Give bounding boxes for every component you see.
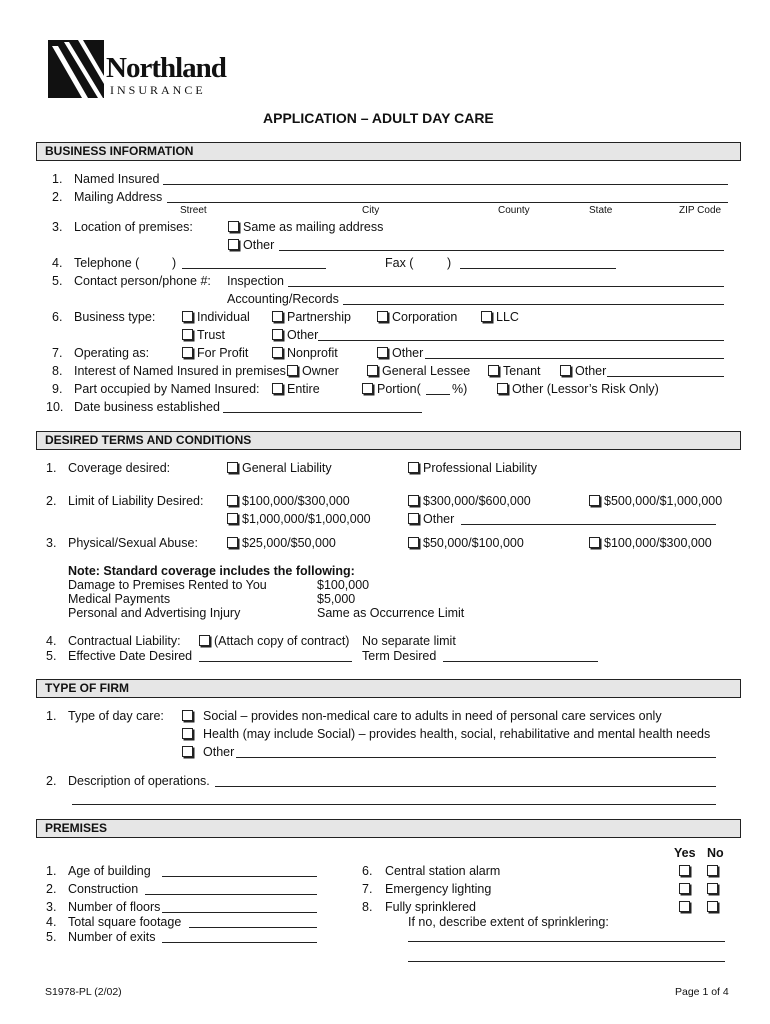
for-profit-option[interactable]: For Profit — [182, 346, 248, 361]
checkbox-icon[interactable] — [589, 495, 600, 506]
sprinklered-label: Fully sprinklered — [385, 900, 477, 914]
checkbox-icon[interactable] — [377, 347, 388, 358]
nonprofit-option[interactable]: Nonprofit — [272, 346, 338, 361]
checkbox-icon[interactable] — [182, 329, 193, 340]
county-sublabel: County — [498, 205, 530, 216]
term-desired-field[interactable] — [443, 661, 598, 662]
age-label: Age of building — [68, 864, 151, 878]
business-type-label: Business type: — [74, 310, 156, 324]
checkbox-icon[interactable] — [707, 901, 718, 912]
checkbox-icon[interactable] — [182, 311, 193, 322]
firm-other-field[interactable] — [236, 757, 716, 758]
page-number: Page 1 of 4 — [675, 986, 729, 998]
interest-label: Interest of Named Insured in premises: — [74, 364, 290, 378]
same-as-mailing-option[interactable]: Same as mailing address — [228, 220, 383, 235]
telephone-close: ) — [172, 256, 177, 270]
corporation-option[interactable]: Corporation — [377, 310, 457, 325]
abuse-label: Physical/Sexual Abuse: — [68, 536, 198, 550]
description-field-2[interactable] — [72, 804, 716, 805]
item-number: 3. — [52, 220, 63, 234]
individual-option[interactable]: Individual — [182, 310, 250, 325]
state-sublabel: State — [589, 205, 613, 216]
checkbox-icon[interactable] — [227, 537, 238, 548]
coverage-desc-2: Medical Payments — [68, 592, 171, 606]
trust-option[interactable]: Trust — [182, 328, 225, 343]
owner-option[interactable]: Owner — [287, 364, 339, 379]
checkbox-icon[interactable] — [377, 311, 388, 322]
checkbox-icon[interactable] — [408, 513, 419, 524]
item-number: 5. — [46, 649, 57, 663]
partnership-option[interactable]: Partnership — [272, 310, 351, 325]
checkbox-icon[interactable] — [182, 710, 193, 721]
checkbox-icon[interactable] — [272, 347, 283, 358]
lessors-risk-option[interactable]: Other (Lessor’s Risk Only) — [497, 382, 659, 397]
day-care-type-label: Type of day care: — [68, 709, 164, 723]
mailing-address-field[interactable] — [167, 202, 728, 203]
sprinklered-no-checkbox[interactable] — [707, 900, 722, 915]
portion-percent-field[interactable] — [426, 394, 450, 395]
date-established-label: Date business established — [74, 400, 220, 414]
page-title: APPLICATION – ADULT DAY CARE — [263, 110, 494, 126]
lighting-label: Emergency lighting — [385, 882, 492, 896]
item-number: 6. — [52, 310, 63, 324]
operating-as-label: Operating as: — [74, 346, 150, 360]
no-header: No — [707, 846, 724, 860]
effective-date-field[interactable] — [199, 661, 352, 662]
telephone-label: Telephone ( — [74, 256, 140, 270]
portion-option[interactable]: Portion( — [362, 382, 421, 397]
item-number: 3. — [46, 536, 57, 550]
named-insured-label: Named Insured — [74, 172, 160, 186]
abuse-option-3[interactable]: $100,000/$300,000 — [589, 536, 712, 551]
entire-option[interactable]: Entire — [272, 382, 320, 397]
section-type-of-firm: TYPE OF FIRM — [36, 679, 741, 698]
item-number: 5. — [46, 930, 57, 944]
item-number: 9. — [52, 382, 63, 396]
logo — [48, 40, 226, 106]
lighting-yes-checkbox[interactable] — [679, 882, 694, 897]
alarm-label: Central station alarm — [385, 864, 501, 878]
item-number: 5. — [52, 274, 63, 288]
footage-field[interactable] — [189, 927, 317, 928]
checkbox-icon[interactable] — [367, 365, 378, 376]
limit-option-2[interactable]: $300,000/$600,000 — [408, 494, 531, 509]
part-occupied-label: Part occupied by Named Insured: — [74, 382, 260, 396]
checkbox-icon[interactable] — [272, 311, 283, 322]
item-number: 3. — [46, 900, 57, 914]
inspection-field[interactable] — [288, 286, 724, 287]
checkbox-icon[interactable] — [679, 865, 690, 876]
named-insured-field[interactable] — [163, 184, 728, 185]
location-other-option[interactable]: Other — [228, 238, 274, 253]
lighting-no-checkbox[interactable] — [707, 882, 722, 897]
item-number: 7. — [362, 882, 373, 896]
item-number: 1. — [46, 709, 57, 723]
footage-label: Total square footage — [68, 915, 182, 929]
interest-other-option[interactable]: Other — [560, 364, 606, 379]
sprinkler-extent-label: If no, describe extent of sprinklering: — [408, 915, 609, 929]
coverage-desc-3: Personal and Advertising Injury — [68, 606, 241, 620]
exits-field[interactable] — [162, 942, 317, 943]
general-lessee-option[interactable]: General Lessee — [367, 364, 470, 379]
attach-contract-option[interactable]: (Attach copy of contract) — [199, 634, 349, 649]
checkbox-icon[interactable] — [199, 635, 210, 646]
coverage-desc-1: Damage to Premises Rented to You — [68, 578, 267, 592]
item-number: 4. — [46, 634, 57, 648]
item-number: 4. — [46, 915, 57, 929]
fax-label: Fax ( — [385, 256, 414, 270]
tenant-option[interactable]: Tenant — [488, 364, 541, 379]
item-number: 8. — [52, 364, 63, 378]
checkbox-icon[interactable] — [560, 365, 571, 376]
sprinkler-extent-field[interactable] — [408, 941, 725, 942]
item-number: 6. — [362, 864, 373, 878]
contractual-label: Contractual Liability: — [68, 634, 181, 648]
exits-label: Number of exits — [68, 930, 156, 944]
checkbox-icon[interactable] — [488, 365, 499, 376]
item-number: 2. — [46, 494, 57, 508]
northland-logo-icon — [48, 40, 104, 98]
coverage-note: Note: Standard coverage includes the following: — [68, 564, 355, 578]
checkbox-icon[interactable] — [707, 865, 718, 876]
construction-field[interactable] — [145, 894, 317, 895]
alarm-yes-checkbox[interactable] — [679, 864, 694, 879]
checkbox-icon[interactable] — [227, 495, 238, 506]
limit-option-3[interactable]: $500,000/$1,000,000 — [589, 494, 722, 509]
checkbox-icon[interactable] — [679, 883, 690, 894]
portion-close: %) — [452, 382, 468, 396]
mailing-address-label: Mailing Address — [74, 190, 163, 204]
coverage-value-2: $5,000 — [317, 592, 356, 606]
item-number: 2. — [46, 882, 57, 896]
age-field[interactable] — [162, 876, 317, 877]
logo-sub: INSURANCE — [110, 83, 206, 97]
description-field[interactable] — [215, 786, 716, 787]
interest-other-field[interactable] — [607, 376, 724, 377]
health-option[interactable]: Health (may include Social) – provides health, social, rehabilitative and mental health needs — [182, 727, 710, 742]
term-desired-label: Term Desired — [362, 649, 437, 663]
coverage-label: Coverage desired: — [68, 461, 171, 475]
sprinkler-extent-field-2[interactable] — [408, 961, 725, 962]
checkbox-icon[interactable] — [228, 221, 239, 232]
checkbox-icon[interactable] — [182, 347, 193, 358]
fax-field[interactable] — [460, 268, 616, 269]
street-sublabel: Street — [180, 205, 207, 216]
item-number: 4. — [52, 256, 63, 270]
checkbox-icon[interactable] — [227, 513, 238, 524]
construction-label: Construction — [68, 882, 139, 896]
item-number: 10. — [46, 400, 64, 414]
contact-label: Contact person/phone #: — [74, 274, 211, 288]
description-label: Description of operations. — [68, 774, 210, 788]
telephone-field[interactable] — [182, 268, 326, 269]
checkbox-icon[interactable] — [707, 883, 718, 894]
checkbox-icon[interactable] — [182, 728, 193, 739]
checkbox-icon[interactable] — [272, 329, 283, 340]
checkbox-icon[interactable] — [362, 383, 373, 394]
effective-date-label: Effective Date Desired — [68, 649, 193, 663]
abuse-option-2[interactable]: $50,000/$100,000 — [408, 536, 524, 551]
limit-label: Limit of Liability Desired: — [68, 494, 204, 508]
date-established-field[interactable] — [223, 412, 422, 413]
checkbox-icon[interactable] — [589, 537, 600, 548]
item-number: 8. — [362, 900, 373, 914]
section-premises: PREMISES — [36, 819, 741, 838]
llc-option[interactable]: LLC — [481, 310, 519, 325]
item-number: 1. — [46, 864, 57, 878]
checkbox-icon[interactable] — [497, 383, 508, 394]
checkbox-icon[interactable] — [272, 383, 283, 394]
location-other-field[interactable] — [279, 250, 724, 251]
firm-other-option[interactable]: Other — [182, 745, 234, 760]
zip-sublabel: ZIP Code — [679, 205, 722, 216]
floors-field[interactable] — [162, 912, 317, 913]
no-separate-limit: No separate limit — [362, 634, 456, 648]
business-type-other-option[interactable]: Other — [272, 328, 318, 343]
section-desired-terms: DESIRED TERMS AND CONDITIONS — [36, 431, 741, 450]
item-number: 2. — [46, 774, 57, 788]
section-business-information: BUSINESS INFORMATION — [36, 142, 741, 161]
item-number: 1. — [52, 172, 63, 186]
accounting-label: Accounting/Records — [227, 292, 339, 306]
abuse-option-1[interactable]: $25,000/$50,000 — [227, 536, 336, 551]
sprinklered-yes-checkbox[interactable] — [679, 900, 694, 915]
checkbox-icon[interactable] — [227, 462, 238, 473]
checkbox-icon[interactable] — [408, 462, 419, 473]
item-number: 2. — [52, 190, 63, 204]
logo-name: Northland — [106, 52, 226, 84]
checkbox-icon[interactable] — [481, 311, 492, 322]
operating-other-field[interactable] — [425, 358, 724, 359]
item-number: 1. — [46, 461, 57, 475]
coverage-value-3: Same as Occurrence Limit — [317, 606, 465, 620]
operating-other-option[interactable]: Other — [377, 346, 423, 361]
accounting-field[interactable] — [343, 304, 724, 305]
limit-other-field[interactable] — [461, 524, 716, 525]
item-number: 7. — [52, 346, 63, 360]
fax-close: ) — [447, 256, 452, 270]
business-type-other-field[interactable] — [318, 340, 724, 341]
floors-label: Number of floors — [68, 900, 161, 914]
inspection-label: Inspection — [227, 274, 284, 288]
yes-header: Yes — [674, 846, 696, 860]
limit-option-1[interactable]: $100,000/$300,000 — [227, 494, 350, 509]
checkbox-icon[interactable] — [408, 537, 419, 548]
limit-option-4[interactable]: $1,000,000/$1,000,000 — [227, 512, 371, 527]
location-label: Location of premises: — [74, 220, 193, 234]
coverage-value-1: $100,000 — [317, 578, 370, 592]
checkbox-icon[interactable] — [182, 746, 193, 757]
limit-other-option[interactable]: Other — [408, 512, 454, 527]
city-sublabel: City — [362, 205, 380, 216]
general-liability-option[interactable]: General Liability — [227, 461, 332, 476]
form-number: S1978-PL (2/02) — [45, 986, 122, 998]
checkbox-icon[interactable] — [228, 239, 239, 250]
checkbox-icon[interactable] — [679, 901, 690, 912]
checkbox-icon[interactable] — [408, 495, 419, 506]
social-option[interactable]: Social – provides non-medical care to adults in need of personal care services only — [182, 709, 662, 724]
professional-liability-option[interactable]: Professional Liability — [408, 461, 537, 476]
alarm-no-checkbox[interactable] — [707, 864, 722, 879]
checkbox-icon[interactable] — [287, 365, 298, 376]
